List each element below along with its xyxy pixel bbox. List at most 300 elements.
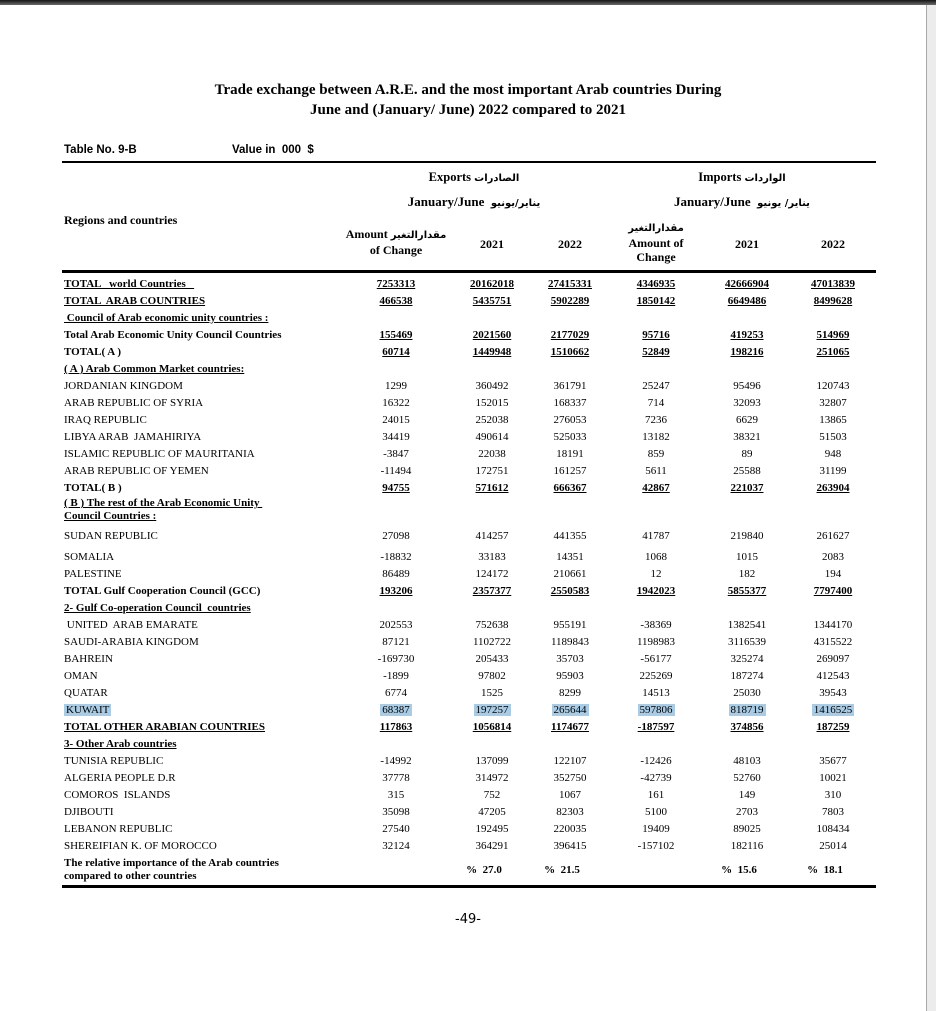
cell-value [704, 840, 790, 853]
cell-value [704, 789, 790, 802]
cell-text: 41787 [642, 530, 670, 542]
row-label: TOTAL world Countries [64, 278, 195, 290]
exports-2022-column-header: 2022 [558, 237, 582, 251]
cell-text: 32124 [382, 840, 410, 852]
cell-text: 42666904 [725, 278, 769, 290]
imports-label: Imports [698, 170, 742, 184]
cell-text: 466538 [379, 295, 413, 307]
table-row [62, 429, 876, 446]
cell-value [452, 278, 532, 291]
document-title [61, 80, 875, 120]
cell-text: 14513 [642, 687, 670, 699]
cell-text: 325274 [730, 653, 764, 665]
exports-period-label: January/June [407, 194, 485, 209]
cell-text: 666367 [553, 482, 587, 494]
cell-text: 374856 [730, 721, 764, 733]
cell-value [532, 482, 608, 495]
cell-text: 5611 [645, 465, 667, 477]
cell-text: 149 [738, 789, 756, 801]
cell-value [452, 397, 532, 410]
cell-value [790, 823, 876, 836]
cell-text: 5100 [645, 806, 667, 818]
cell-value [704, 295, 790, 308]
cell-value [608, 670, 704, 683]
cell-text: 2357377 [472, 585, 512, 597]
cell-text: 52849 [642, 346, 670, 358]
cell-value [790, 840, 876, 853]
cell-text: 34419 [382, 431, 410, 443]
imports-period-header [608, 194, 876, 210]
cell-text: % 21.5 [544, 863, 580, 876]
cell-value [790, 414, 876, 427]
cell-value [790, 619, 876, 632]
cell-text: 38321 [733, 431, 761, 443]
relative-importance-row [62, 855, 876, 885]
cell-value [340, 653, 452, 666]
cell-value [452, 823, 532, 836]
cell-value [532, 789, 608, 802]
cell-text: 6774 [385, 687, 407, 699]
cell-value [790, 329, 876, 342]
cell-value [704, 278, 790, 291]
cell-value [608, 806, 704, 819]
imports-2021-column-header: 2021 [735, 237, 759, 251]
cell-value [790, 653, 876, 666]
cell-value [782, 864, 868, 877]
cell-value [790, 806, 876, 819]
row-label [62, 704, 340, 717]
cell-value [790, 465, 876, 478]
exports-group-header [340, 170, 608, 185]
exports-change-arabic: مقدارالتغير [390, 230, 447, 241]
cell-text: 82303 [556, 806, 584, 818]
cell-text: 5435751 [472, 295, 512, 307]
cell-value [532, 772, 608, 785]
cell-value [340, 806, 452, 819]
cell-text: 12 [650, 568, 662, 580]
cell-text: 948 [824, 448, 842, 460]
cell-text: 352750 [553, 772, 587, 784]
imports-change-column-header [608, 220, 704, 264]
cell-text: 5855377 [727, 585, 767, 597]
cell-text: 68387 [382, 704, 410, 716]
row-label: OMAN [64, 670, 98, 682]
cell-text: 205433 [475, 653, 509, 665]
row-label-line1: ( B ) The rest of the Arab Economic Unity [64, 497, 263, 509]
cell-text: 6629 [736, 414, 758, 426]
table-row [62, 685, 876, 702]
cell-value [790, 670, 876, 683]
cell-value [704, 585, 790, 598]
cell-text: 210661 [553, 568, 587, 580]
table-row [62, 566, 876, 583]
cell-value [790, 346, 876, 359]
cell-value [790, 448, 876, 461]
table-row [62, 787, 876, 804]
table-row [62, 753, 876, 770]
cell-text: 95496 [733, 380, 761, 392]
cell-value [704, 823, 790, 836]
exports-change-word2: of Change [369, 243, 423, 257]
cell-text: 168337 [553, 397, 587, 409]
table-header [62, 165, 876, 270]
cell-value [608, 636, 704, 649]
cell-value [532, 295, 608, 308]
cell-value [532, 414, 608, 427]
cell-value [340, 278, 452, 291]
row-label: LIBYA ARAB JAMAHIRIYA [64, 431, 202, 443]
cell-value [452, 482, 532, 495]
cell-value [532, 380, 608, 393]
cell-text: 13865 [819, 414, 847, 426]
cell-text: 35677 [819, 755, 847, 767]
cell-value [452, 530, 532, 543]
cell-value [704, 721, 790, 734]
cell-value [340, 448, 452, 461]
cell-text: 192495 [475, 823, 509, 835]
exports-change-column-header [340, 227, 452, 257]
cell-value [790, 482, 876, 495]
cell-text: 27415331 [548, 278, 592, 290]
cell-text: 7253313 [376, 278, 416, 290]
cell-text: 2550583 [550, 585, 590, 597]
row-label [62, 497, 340, 523]
cell-text: 310 [824, 789, 842, 801]
cell-text: 752 [483, 789, 501, 801]
row-label: DJIBOUTI [64, 806, 114, 818]
row-label: ARAB REPUBLIC OF YEMEN [64, 465, 209, 477]
cell-value [704, 806, 790, 819]
cell-value [704, 653, 790, 666]
row-label: TOTAL( B ) [64, 482, 122, 494]
cell-text: 5902289 [550, 295, 590, 307]
cell-text: -1899 [383, 670, 409, 682]
cell-text: 187274 [730, 670, 764, 682]
cell-text: 597806 [639, 704, 673, 716]
cell-text: 25030 [733, 687, 761, 699]
cell-text: 1174677 [551, 721, 589, 733]
cell-text: 1068 [645, 551, 667, 563]
cell-value [704, 704, 790, 717]
cell-value [608, 789, 704, 802]
exports-label: Exports [428, 170, 472, 184]
cell-value [704, 551, 790, 564]
row-label [62, 857, 340, 883]
cell-text: 24015 [382, 414, 410, 426]
value-unit-label: Value in 000 $ [232, 144, 314, 156]
cell-value [340, 329, 452, 342]
cell-text: 7803 [822, 806, 844, 818]
imports-period-label: January/June [674, 194, 751, 209]
regions-column-header: Regions and countries [64, 213, 178, 227]
row-label: UNITED ARAB EMARATE [64, 619, 198, 631]
row-label-line2: Council Countries : [64, 510, 157, 522]
cell-value [790, 772, 876, 785]
table-row [62, 702, 876, 719]
exports-period-header [340, 194, 608, 210]
table-row [62, 719, 876, 736]
cell-text: 525033 [553, 431, 587, 443]
table-row [62, 651, 876, 668]
cell-text: 1850142 [636, 295, 676, 307]
cell-text: 441355 [553, 530, 587, 542]
imports-period-arabic: يناير/ يونيو [757, 198, 810, 209]
cell-text: 818719 [730, 704, 764, 716]
row-label: IRAQ REPUBLIC [64, 414, 147, 426]
table-row [62, 446, 876, 463]
cell-value [532, 397, 608, 410]
cell-value [532, 465, 608, 478]
cell-text: 37778 [382, 772, 410, 784]
cell-value [608, 772, 704, 785]
cell-value [452, 772, 532, 785]
table-row [62, 327, 876, 344]
cell-value [340, 482, 452, 495]
cell-value [340, 840, 452, 853]
highlighted-label: KUWAIT [66, 704, 110, 716]
cell-value [452, 295, 532, 308]
cell-value [340, 585, 452, 598]
cell-text: 220035 [553, 823, 587, 835]
table-body [62, 276, 876, 885]
cell-text: 3116539 [727, 636, 767, 648]
cell-text: 314972 [475, 772, 509, 784]
cell-value [532, 568, 608, 581]
cell-value [704, 755, 790, 768]
cell-value [704, 482, 790, 495]
cell-text: 89 [741, 448, 753, 460]
cell-text: 1510662 [550, 346, 590, 358]
cell-value [704, 636, 790, 649]
cell-value [790, 721, 876, 734]
cell-text: 35098 [382, 806, 410, 818]
cell-text: 33183 [478, 551, 506, 563]
row-label: TOTAL Gulf Cooperation Council (GCC) [64, 585, 261, 597]
cell-value [340, 397, 452, 410]
cell-text: 187259 [816, 721, 850, 733]
cell-value [608, 465, 704, 478]
table-row [62, 804, 876, 821]
cell-value [452, 329, 532, 342]
cell-value [704, 431, 790, 444]
cell-value [532, 585, 608, 598]
cell-value [532, 346, 608, 359]
cell-text: 364291 [475, 840, 509, 852]
cell-value [704, 530, 790, 543]
table-row [62, 770, 876, 787]
cell-text: 47205 [478, 806, 506, 818]
cell-value [340, 772, 452, 785]
cell-value [340, 670, 452, 683]
cell-value [790, 687, 876, 700]
cell-text: 2703 [736, 806, 758, 818]
section-row [62, 361, 876, 378]
cell-value [532, 721, 608, 734]
cell-text: 172751 [475, 465, 509, 477]
cell-text: 2177029 [550, 329, 590, 341]
row-label: COMOROS ISLANDS [64, 789, 171, 801]
cell-value [444, 864, 524, 877]
cell-text: 120743 [816, 380, 850, 392]
cell-text: 198216 [730, 346, 764, 358]
table-row [62, 821, 876, 838]
table-row [62, 395, 876, 412]
cell-text: -3847 [383, 448, 409, 460]
cell-text: 35703 [556, 653, 584, 665]
cell-value [608, 530, 704, 543]
cell-value [452, 670, 532, 683]
cell-value [608, 431, 704, 444]
cell-text: 39543 [819, 687, 847, 699]
cell-value [532, 840, 608, 853]
cell-text: 1299 [385, 380, 407, 392]
cell-text: 714 [647, 397, 665, 409]
divider-header-bottom [62, 270, 876, 273]
table-number: Table No. 9-B [64, 144, 137, 156]
cell-text: 202553 [379, 619, 413, 631]
cell-text: 1015 [736, 551, 758, 563]
cell-text: 4315522 [813, 636, 853, 648]
cell-text: 261627 [816, 530, 850, 542]
cell-value [532, 431, 608, 444]
cell-value [608, 551, 704, 564]
cell-value [790, 278, 876, 291]
imports-label-arabic: الواردات [744, 173, 786, 184]
cell-value [340, 551, 452, 564]
cell-value [608, 329, 704, 342]
cell-value [608, 721, 704, 734]
cell-text: 27540 [382, 823, 410, 835]
cell-text: -157102 [637, 840, 675, 852]
cell-text: 197257 [475, 704, 509, 716]
cell-value [340, 568, 452, 581]
row-label: SAUDI-ARABIA KINGDOM [64, 636, 199, 648]
cell-text: 87121 [382, 636, 410, 648]
cell-value [340, 755, 452, 768]
cell-text: 263904 [816, 482, 850, 494]
cell-value [452, 380, 532, 393]
row-label: 3- Other Arab countries [64, 738, 177, 750]
cell-value [532, 448, 608, 461]
cell-value [532, 670, 608, 683]
cell-value [524, 864, 600, 877]
window-top-edge [0, 0, 936, 5]
cell-text: 361791 [553, 380, 587, 392]
cell-text: 152015 [475, 397, 509, 409]
cell-text: 94755 [382, 482, 410, 494]
cell-value [704, 465, 790, 478]
cell-text: 8499628 [813, 295, 853, 307]
cell-value [608, 397, 704, 410]
cell-value [340, 380, 452, 393]
cell-value [452, 448, 532, 461]
cell-text: -12426 [640, 755, 672, 767]
cell-value [704, 448, 790, 461]
row-label: SUDAN REPUBLIC [64, 530, 158, 542]
cell-value [340, 465, 452, 478]
cell-value [452, 687, 532, 700]
cell-text: 52760 [733, 772, 761, 784]
cell-value [532, 278, 608, 291]
cell-text: 25588 [733, 465, 761, 477]
cell-value [790, 380, 876, 393]
cell-value [340, 636, 452, 649]
cell-text: 859 [647, 448, 665, 460]
cell-text: 95903 [556, 670, 584, 682]
cell-text: 122107 [553, 755, 587, 767]
row-label: LEBANON REPUBLIC [64, 823, 173, 835]
cell-value [704, 670, 790, 683]
exports-change-word: Amount [345, 227, 388, 241]
cell-value [452, 551, 532, 564]
imports-change-line3: Change [636, 250, 676, 264]
cell-text: 1525 [481, 687, 503, 699]
cell-text: -169730 [377, 653, 415, 665]
cell-value [532, 687, 608, 700]
cell-value [608, 840, 704, 853]
cell-value [608, 585, 704, 598]
cell-text: 161 [647, 789, 665, 801]
cell-value [608, 482, 704, 495]
cell-text: 1942023 [636, 585, 676, 597]
imports-2022-column-header: 2022 [821, 237, 845, 251]
cell-text: -11494 [380, 465, 412, 477]
cell-value [532, 806, 608, 819]
cell-value [452, 755, 532, 768]
imports-change-line2: Amount of [628, 236, 684, 250]
exports-2021-column-header: 2021 [480, 237, 504, 251]
cell-value [608, 448, 704, 461]
section-row [62, 310, 876, 327]
cell-text: 86489 [382, 568, 410, 580]
cell-text: 571612 [475, 482, 509, 494]
cell-value [704, 772, 790, 785]
row-label: PALESTINE [64, 568, 122, 580]
cell-value [608, 568, 704, 581]
cell-text: -187597 [637, 721, 675, 733]
cell-text: 752638 [475, 619, 509, 631]
cell-text: 1067 [559, 789, 581, 801]
cell-value [340, 295, 452, 308]
cell-text: 269097 [816, 653, 850, 665]
cell-text: 414257 [475, 530, 509, 542]
cell-text: 514969 [816, 329, 850, 341]
table-row [62, 668, 876, 685]
cell-value [340, 619, 452, 632]
cell-text: 1189843 [550, 636, 590, 648]
cell-text: 1416525 [813, 704, 853, 716]
cell-text: 42867 [642, 482, 670, 494]
cell-text: 51503 [819, 431, 847, 443]
cell-value [532, 551, 608, 564]
cell-text: 161257 [553, 465, 587, 477]
cell-value [608, 687, 704, 700]
cell-value [608, 704, 704, 717]
row-label: JORDANIAN KINGDOM [64, 380, 183, 392]
table-row [62, 583, 876, 600]
table-row [62, 480, 876, 497]
cell-text: 95716 [642, 329, 670, 341]
cell-text: -14992 [380, 755, 412, 767]
table-row [62, 463, 876, 480]
cell-text: 193206 [379, 585, 413, 597]
cell-value [532, 619, 608, 632]
cell-text: 315 [387, 789, 405, 801]
cell-value [452, 806, 532, 819]
cell-value [608, 346, 704, 359]
cell-value [532, 704, 608, 717]
row-label: BAHREIN [64, 653, 113, 665]
